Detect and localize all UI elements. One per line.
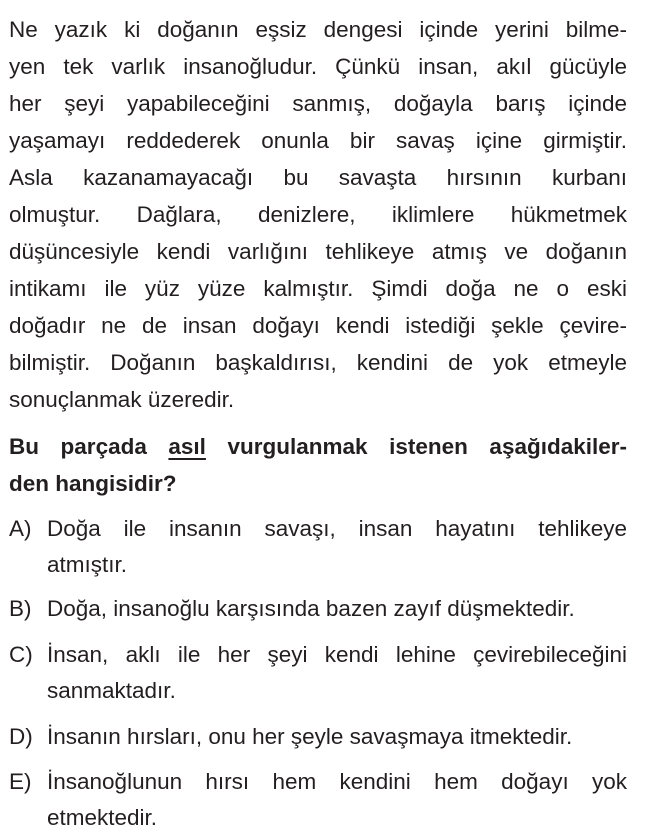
passage-line: doğadır ne de insan doğayı kendi istediği şekle çevire-: [9, 313, 627, 338]
option-text: etmektedir.: [47, 805, 158, 830]
passage-line: sonuçlanmak üzeredir.: [9, 387, 235, 412]
option-text: sanmaktadır.: [47, 678, 176, 703]
option-text: atmıştır.: [47, 552, 128, 577]
passage-line: Asla kazanamayacağı bu savaşta hırsının kurbanı: [9, 165, 627, 190]
question-line: [9, 428, 627, 465]
passage-line: her şeyi yapabileceğini sanmış, doğayla barış içinde: [9, 91, 627, 116]
underlined-keyword: asıl: [168, 434, 206, 459]
option-letter: E): [9, 769, 32, 794]
option-letter: D): [9, 724, 33, 749]
option-letter: B): [9, 596, 32, 621]
question-text: Bu parçada: [9, 434, 169, 459]
option-text: İnsanın hırsları, onu her şeyle savaşmaya itmektedir.: [47, 724, 573, 749]
option-text: İnsanoğlunun hırsı hem kendini hem doğayı yok: [47, 769, 627, 794]
passage-line: olmuştur. Dağlara, denizlere, iklimlere hükmetmek: [9, 202, 627, 227]
option-text: Doğa, insanoğlu karşısında bazen zayıf düşmektedir.: [47, 596, 575, 621]
question-text: vurgulanmak istenen aşağıdakiler-: [205, 434, 627, 459]
passage-line: yen tek varlık insanoğludur. Çünkü insan, akıl gücüyle: [9, 54, 627, 79]
passage-line: düşüncesiyle kendi varlığını tehlikeye atmış ve doğanın: [9, 239, 627, 264]
passage-line: Ne yazık ki doğanın eşsiz dengesi içinde yerini bilme-: [9, 17, 627, 42]
option-text: İnsan, aklı ile her şeyi kendi lehine çevirebileceğini: [47, 642, 627, 667]
option-letter: C): [9, 642, 33, 667]
option-text: Doğa ile insanın savaşı, insan hayatını tehlikeye: [47, 516, 627, 541]
question-line: den hangisidir?: [9, 471, 177, 496]
passage-line: intikamı ile yüz yüze kalmıştır. Şimdi doğa ne o eski: [9, 276, 627, 301]
passage-line: yaşamayı reddederek onunla bir savaş içine girmiştir.: [9, 128, 627, 153]
option-letter: A): [9, 516, 32, 541]
passage-line: bilmiştir. Doğanın başkaldırısı, kendini de yok etmeyle: [9, 350, 627, 375]
